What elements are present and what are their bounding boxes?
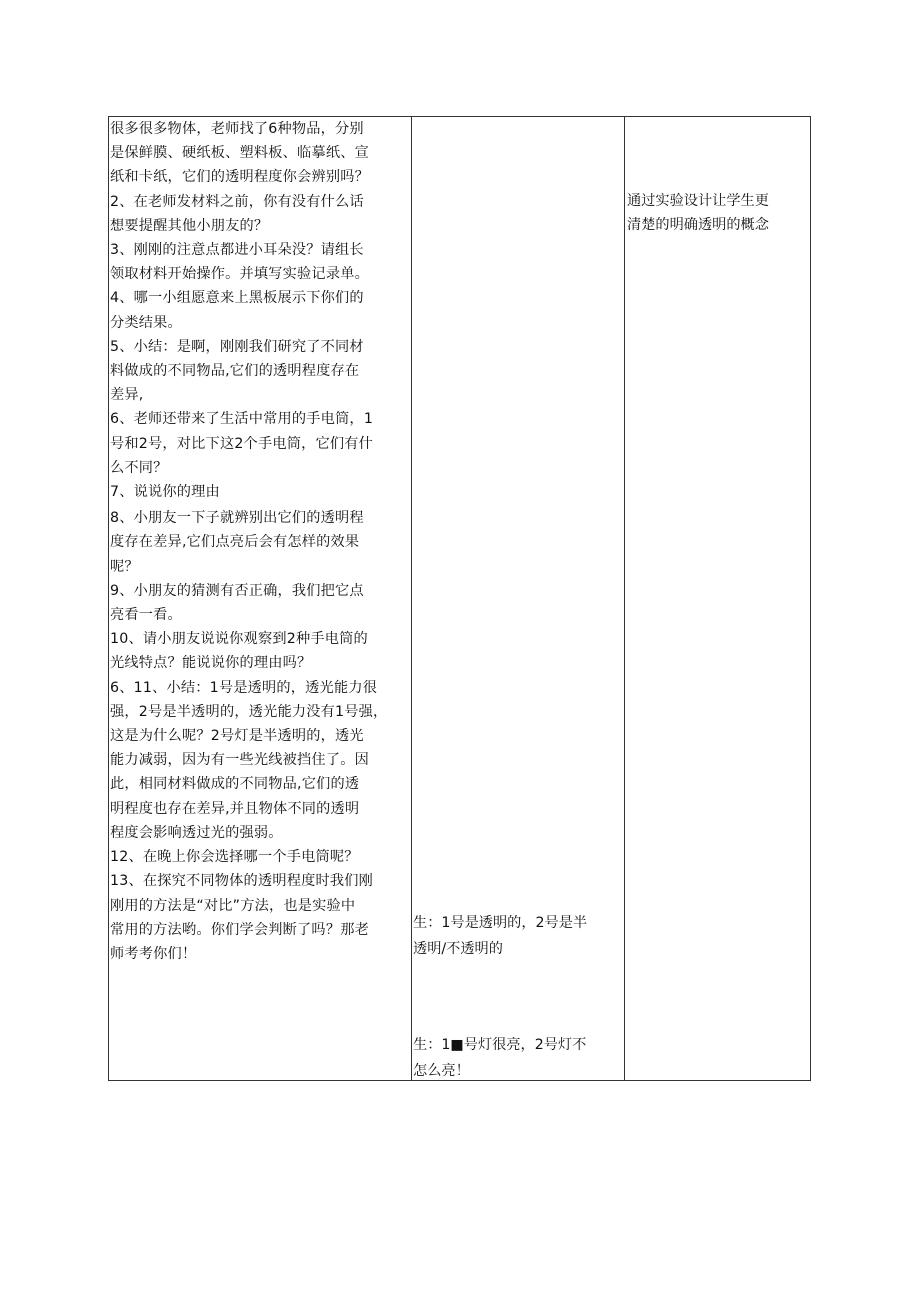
text-line: 明程度也存在差异,并且物体不同的透明: [110, 800, 360, 817]
text-line: 差异,: [110, 387, 144, 404]
text-line: 生：1号是透明的，2号是半: [413, 915, 588, 931]
text-line: 呢？: [110, 558, 139, 575]
text-line: 透明/不透明的: [413, 941, 503, 957]
text-line: 是保鲜膜、硬纸板、塑料板、临摹纸、宣: [110, 145, 369, 162]
text-line: 号和2号，对比下这2个手电筒，它们有什: [110, 435, 374, 452]
text-line: 刚用的方法是“对比”方法，也是实验中: [110, 897, 356, 914]
text-line: 3、刚刚的注意点都进小耳朵没？请组长: [110, 242, 364, 259]
text-line: 6、老师还带来了生活中常用的手电筒，1: [110, 411, 374, 428]
text-line: 通过实验设计让学生更: [627, 193, 769, 209]
text-line: 9、小朋友的猜测有否正确，我们把它点: [110, 582, 364, 599]
text-line: 8、小朋友一下子就辨别出它们的透明程: [110, 510, 364, 527]
text-line: 想要提醒其他小朋友的？: [110, 217, 269, 234]
design-intent-text: [627, 189, 808, 237]
teacher-activity-text: [110, 117, 409, 966]
text-line: 分类结果。: [110, 314, 182, 331]
text-line: 7、说说你的理由: [110, 484, 220, 501]
text-line: 亮看一看。: [110, 607, 182, 624]
text-line: 强，2号是半透明的，透光能力没有1号强，: [110, 703, 388, 720]
text-line: 很多很多物体，老师找了6种物品，分别: [110, 121, 364, 137]
student-activity-cell: [412, 117, 625, 1080]
design-intent-cell: [625, 117, 810, 1080]
text-line: 怎么亮！: [413, 1063, 470, 1079]
text-line: 度存在差异,它们点亮后会有怎样的效果: [110, 534, 360, 551]
text-line: 领取材料开始操作。并填写实验记录单。: [110, 266, 369, 283]
text-line: 此，相同材料做成的不同物品,它们的透: [110, 776, 360, 793]
text-line: 6、11、小结：1号是透明的，透光能力很: [110, 679, 378, 696]
text-line: 么不同？: [110, 459, 168, 476]
text-line: 这是为什么呢？2号灯是半透明的，透光: [110, 728, 364, 745]
text-line: 纸和卡纸，它们的透明程度你会辨别吗？: [110, 169, 369, 186]
text-line: 常用的方法哟。你们学会判断了吗？那老: [110, 921, 369, 938]
text-line: 4、哪一小组愿意来上黑板展示下你们的: [110, 290, 364, 307]
text-line: 师考考你们！: [110, 945, 197, 962]
text-line: 光线特点？能说说你的理由吗？: [110, 655, 312, 672]
text-line: 2、在老师发材料之前，你有没有什么话: [110, 193, 364, 210]
student-response-1: [413, 910, 622, 962]
text-line: 12、在晚上你会选择哪一个手电筒呢？: [110, 849, 359, 866]
text-line: 清楚的明确透明的概念: [627, 217, 769, 233]
lesson-plan-table: [108, 116, 811, 1081]
student-response-2: [413, 1032, 622, 1084]
text-line: 生：1■号灯很亮，2号灯不: [413, 1037, 587, 1053]
text-line: 10、请小朋友说说你观察到2种手电筒的: [110, 631, 368, 648]
teacher-activity-cell: [109, 117, 412, 1080]
text-line: 13、在探究不同物体的透明程度时我们刚: [110, 873, 374, 890]
text-line: 料做成的不同物品,它们的透明程度存在: [110, 363, 360, 380]
text-line: 5、小结：是啊，刚刚我们研究了不同材: [110, 338, 364, 355]
text-line: 程度会影响透过光的强弱。: [110, 824, 283, 841]
text-line: 能力减弱，因为有一些光线被挡住了。因: [110, 752, 369, 769]
